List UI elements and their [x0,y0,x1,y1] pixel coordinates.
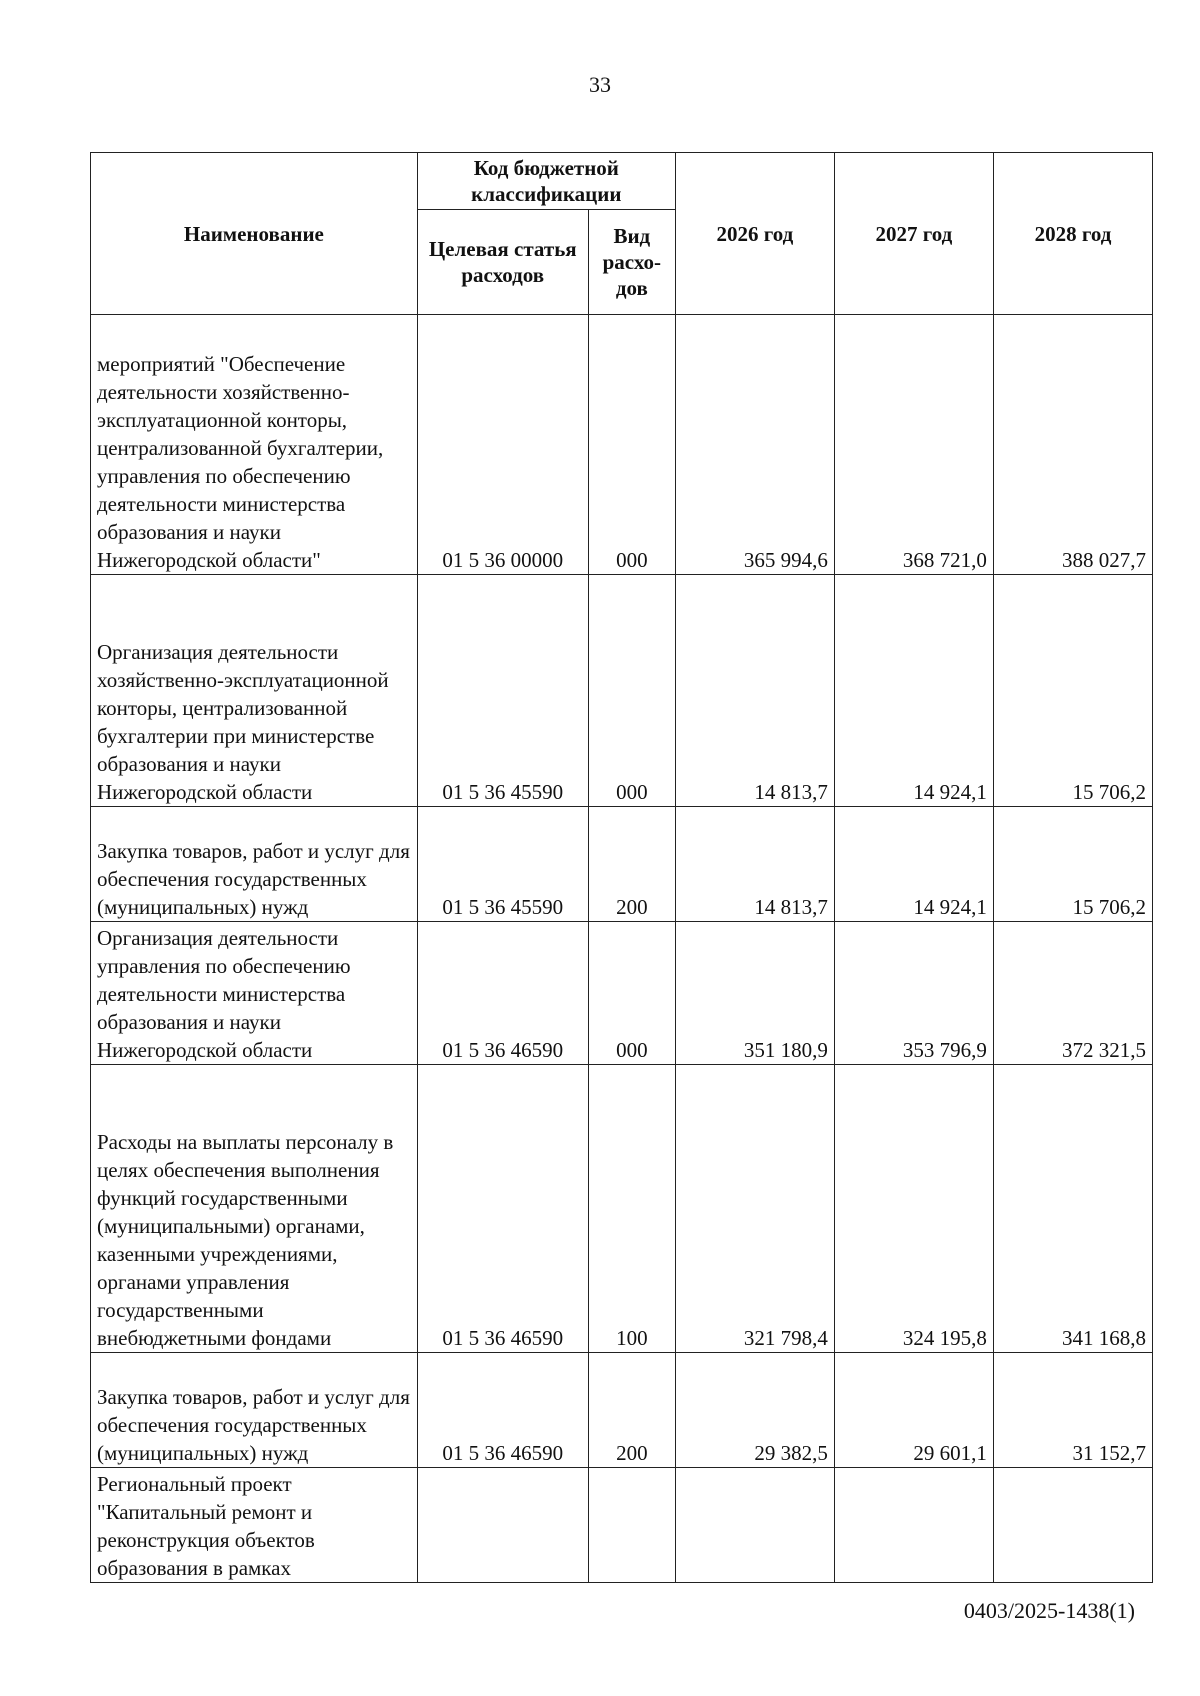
row-target-article: 01 5 36 46590 [417,1065,588,1353]
row-value-2026: 14 813,7 [675,575,834,807]
row-expense-type: 200 [588,1353,675,1468]
row-value-2028: 341 168,8 [993,1065,1152,1353]
row-value-2027: 29 601,1 [834,1353,993,1468]
document-registration-code: 0403/2025-1438(1) [963,1598,1135,1623]
row-value-2028 [993,1468,1152,1583]
row-value-2028: 15 706,2 [993,575,1152,807]
row-name: Организация деятельности хозяйственно-эксплуатационной конторы, централизованной бухгалтерии при министерстве образования и науки Нижегородской области [91,575,418,807]
row-name: Расходы на выплаты персоналу в целях обеспечения выполнения функций государственными (муниципальными) органами, казенными учреждениями, органами управления государственными внебюджетными фондами [91,1065,418,1353]
header-kbk-group: Код бюджетной классификации [417,153,675,210]
table-row [91,315,1153,575]
row-name: Региональный проект "Капитальный ремонт и реконструкция объектов образования в рамках [91,1468,418,1583]
row-name: Закупка товаров, работ и услуг для обеспечения государственных (муниципальных) нужд [91,807,418,922]
row-value-2026: 365 994,6 [675,315,834,575]
table-row [91,1468,1153,1583]
row-expense-type: 200 [588,807,675,922]
table-row [91,575,1153,807]
header-target-article: Целевая статья расходов [417,210,588,315]
row-value-2028: 15 706,2 [993,807,1152,922]
row-expense-type: 000 [588,922,675,1065]
table-row [91,1353,1153,1468]
header-year-2028: 2028 год [993,153,1152,315]
budget-table [90,152,1153,1583]
row-value-2027: 324 195,8 [834,1065,993,1353]
row-value-2027: 353 796,9 [834,922,993,1065]
row-expense-type: 100 [588,1065,675,1353]
row-expense-type: 000 [588,575,675,807]
page-number: 33 [589,72,611,97]
header-name: Наименование [91,153,418,315]
row-expense-type [588,1468,675,1583]
row-target-article: 01 5 36 45590 [417,807,588,922]
table-row [91,807,1153,922]
row-target-article: 01 5 36 46590 [417,922,588,1065]
row-value-2026: 14 813,7 [675,807,834,922]
table-row [91,1065,1153,1353]
row-value-2028: 31 152,7 [993,1353,1152,1468]
table-row [91,922,1153,1065]
header-year-2026: 2026 год [675,153,834,315]
row-target-article: 01 5 36 45590 [417,575,588,807]
row-name: мероприятий "Обеспечение деятельности хозяйственно-эксплуатационной конторы, централизованной бухгалтерии, управления по обеспечению деятельности министерства образования и науки Нижегородской области" [91,315,418,575]
row-value-2027: 14 924,1 [834,807,993,922]
row-value-2028: 388 027,7 [993,315,1152,575]
row-value-2026: 351 180,9 [675,922,834,1065]
row-name: Организация деятельности управления по обеспечению деятельности министерства образования и науки Нижегородской области [91,922,418,1065]
row-value-2026: 29 382,5 [675,1353,834,1468]
row-value-2026 [675,1468,834,1583]
row-value-2027: 14 924,1 [834,575,993,807]
row-value-2027: 368 721,0 [834,315,993,575]
header-year-2027: 2027 год [834,153,993,315]
row-value-2028: 372 321,5 [993,922,1152,1065]
row-target-article: 01 5 36 00000 [417,315,588,575]
row-value-2026: 321 798,4 [675,1065,834,1353]
header-expense-type: Вид расхо- дов [588,210,675,315]
row-name: Закупка товаров, работ и услуг для обеспечения государственных (муниципальных) нужд [91,1353,418,1468]
row-target-article: 01 5 36 46590 [417,1353,588,1468]
row-target-article [417,1468,588,1583]
header-row-top [91,153,1153,210]
row-value-2027 [834,1468,993,1583]
row-expense-type: 000 [588,315,675,575]
